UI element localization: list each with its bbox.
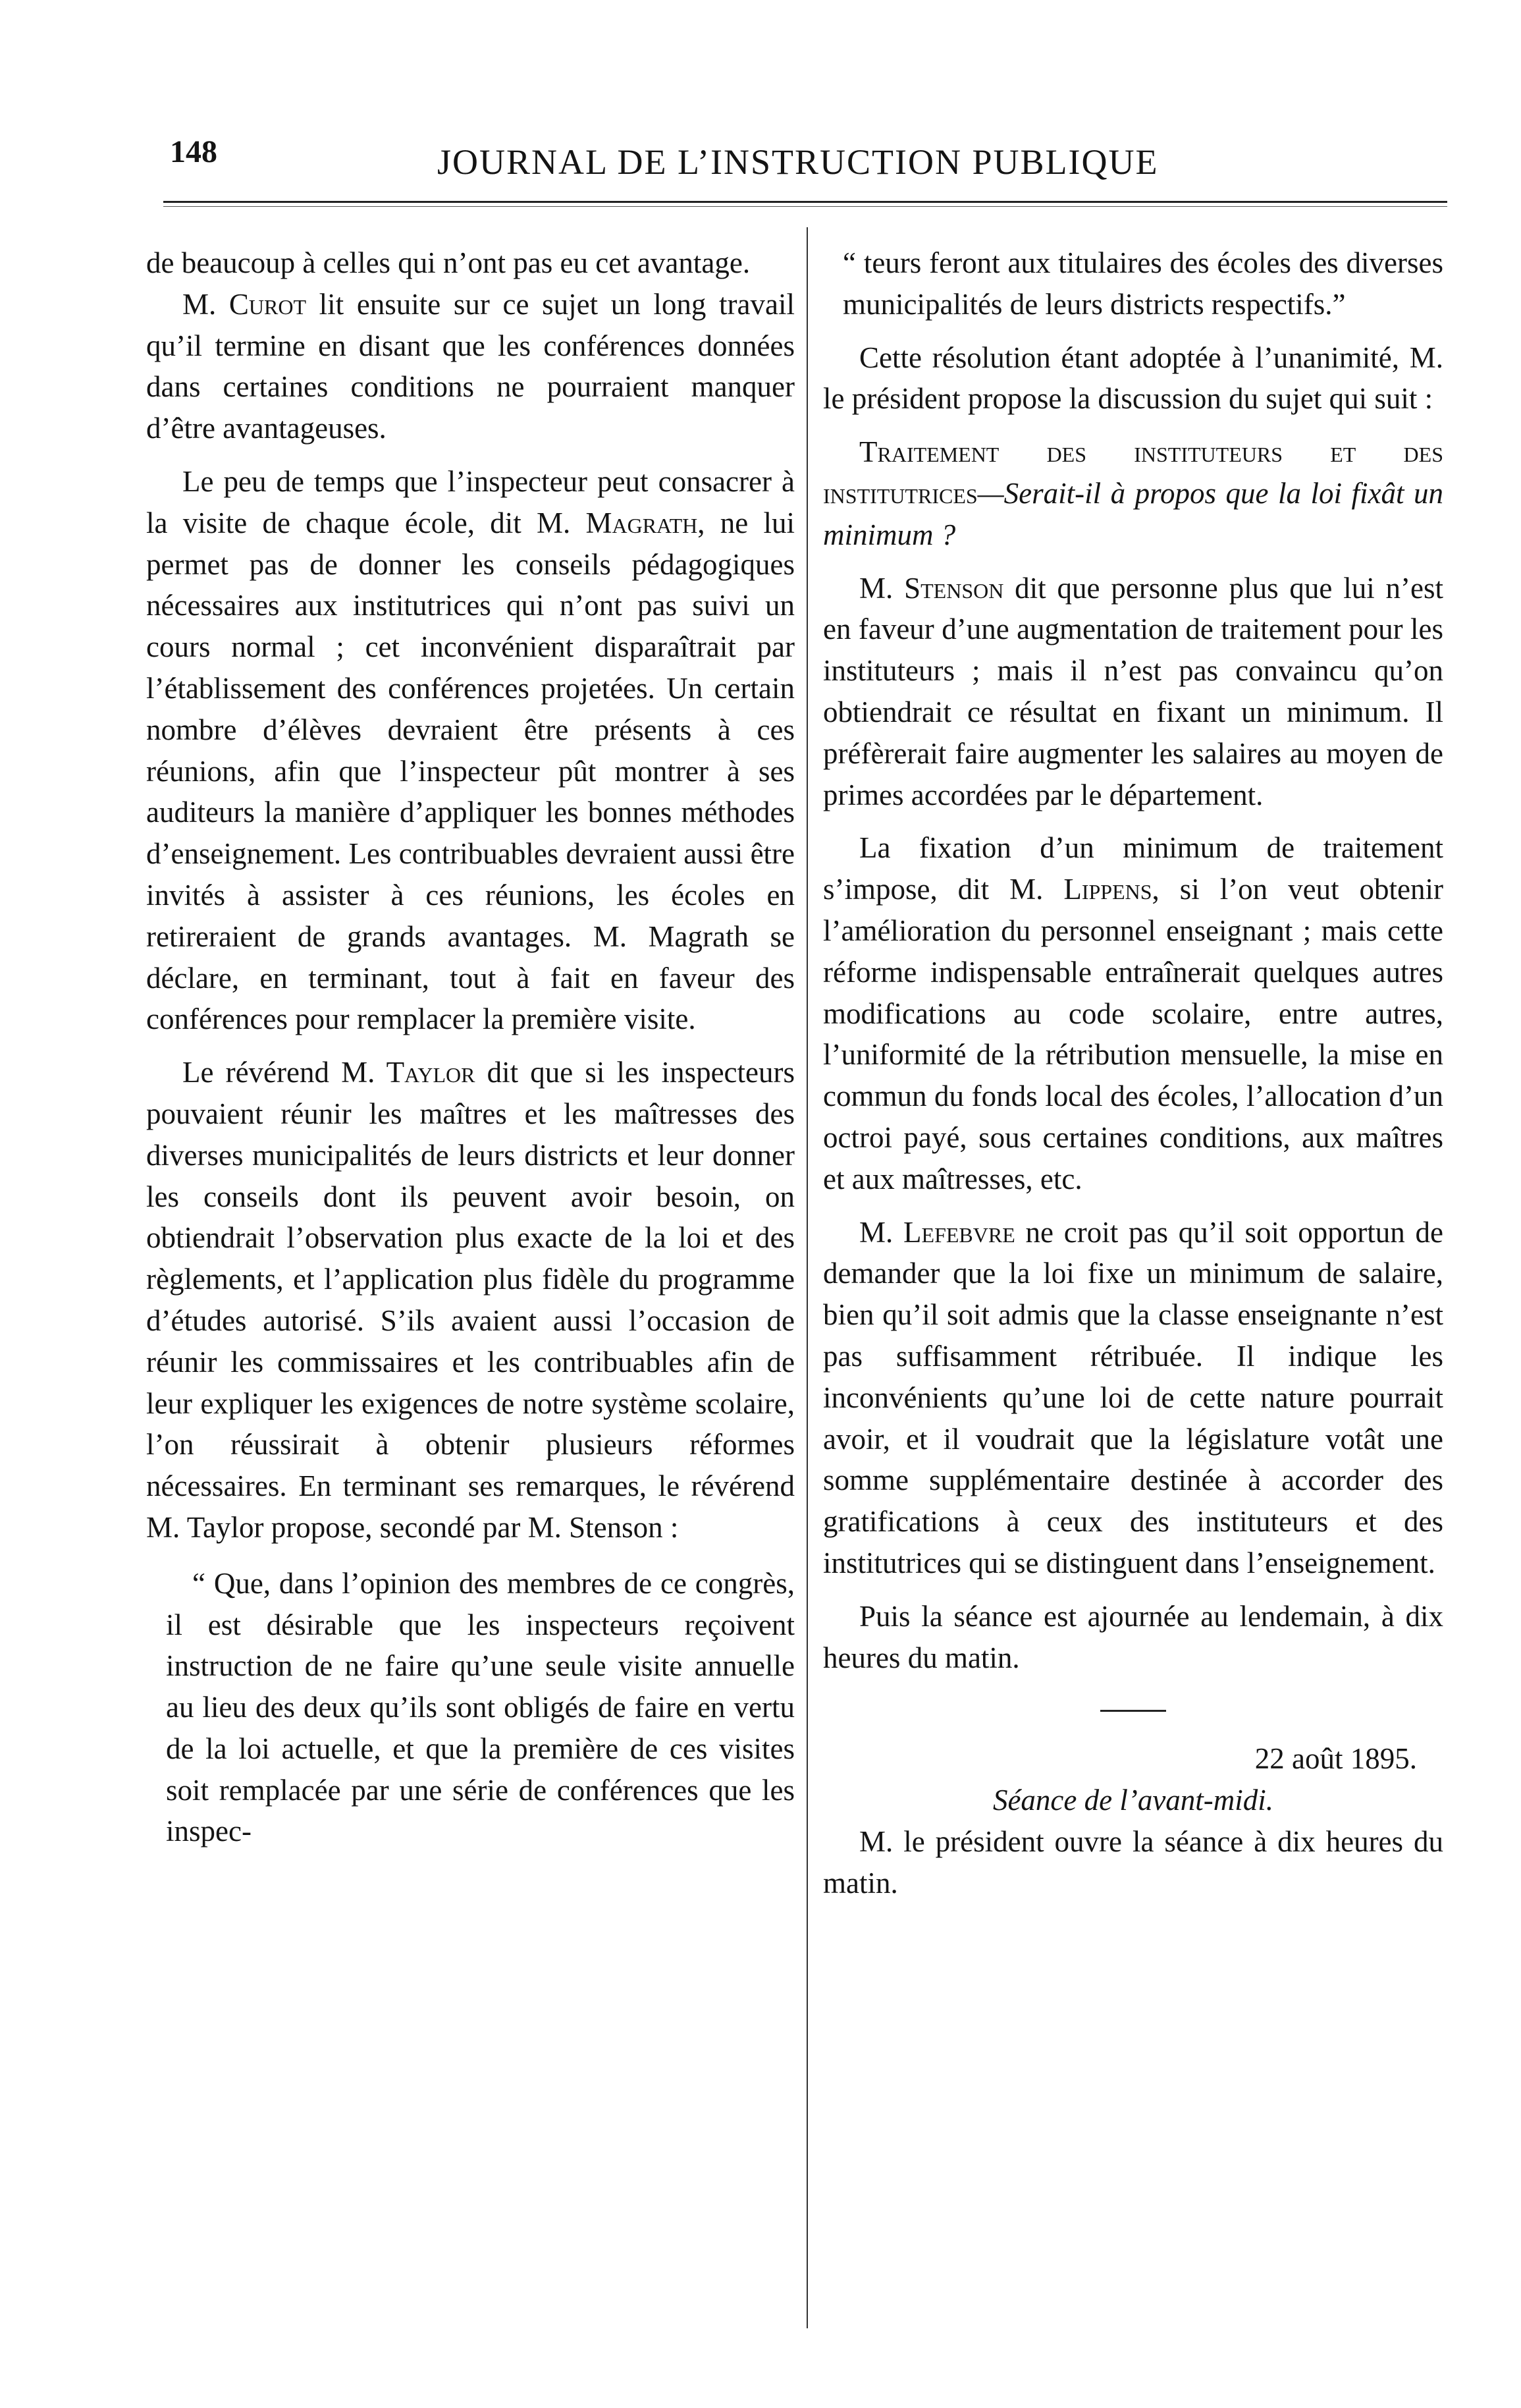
speaker-name: M. Lefebvre [859, 1215, 1015, 1249]
speaker-name: M. Curot [182, 287, 307, 321]
journal-title: JOURNAL DE L’INSTRUCTION PUBLIQUE [437, 142, 1159, 182]
header-rule-thin [163, 206, 1447, 207]
paragraph: M. Stenson dit que personne plus que lui n’est en faveur d’une augmentation de traitement pour les instituteurs ; mais il n’est pas convaincu qu’on obtiendrait ce résultat en fixant un minimum. Il préfèrerait faire augmenter les salaires au moyen de primes accordées par le département. [823, 571, 1444, 811]
paragraph: M. Curot lit ensuite sur ce sujet un long travail qu’il termine en disant que les conférences données dans certaines conditions ne pourraient manquer d’être avantageuses. [146, 287, 795, 445]
paragraph: de beaucoup à celles qui n’ont pas eu cet avantage. [146, 246, 751, 279]
column-divider [807, 227, 808, 2328]
resolution-quote-end [823, 242, 1443, 325]
paragraph: Puis la séance est ajournée au lendemain, à dix heures du matin. [823, 1599, 1443, 1674]
quote-text: “ Que, dans l’opinion des membres de ce congrès, il est désirable que les inspecteurs reçoivent instruction de ne faire qu’une seule visite annuelle au lieu des deux qu’ils sont obligés de faire en vertu de la loi actuelle, et que la première de ces visites soit remplacée par une série de conférences que les inspec- [166, 1566, 795, 1848]
topic-question: —Serait-il à propos que la loi fixât un minimum ? [823, 476, 1443, 551]
speaker-name: M. Magrath [536, 506, 698, 539]
speaker-name: M. Lippens [1009, 873, 1152, 906]
right-column [823, 242, 1443, 1903]
paragraph: Le révérend M. Taylor dit que si les inspecteurs pouvaient réunir les maîtres et les maîtresses des diverses municipalités de leurs districts et leur donner les conseils dont ils peuvent avoir besoin, on obtiendrait l’observation plus exacte de la loi et des règlements, et l’application plus fidèle du programme d’études autorisé. S’ils avaient aussi l’occasion de réunir les commissaires et les contribuables afin de leur expliquer les exigences de notre système scolaire, l’on réussirait à obtenir plusieurs réformes nécessaires. En terminant ses remarques, le révérend M. Taylor propose, secondé par M. Stenson : [146, 1056, 795, 1544]
topic-title: Traitement des instituteurs et des institutrices [823, 435, 1443, 510]
resolution-quote [146, 1563, 795, 1853]
paragraph: Cette résolution étant adoptée à l’unanimité, M. le président propose la discussion du sujet qui suit : [823, 341, 1443, 416]
paragraph: M. le président ouvre la séance à dix heures du matin. [823, 1824, 1443, 1900]
session-date: 22 août 1895. [1254, 1742, 1417, 1776]
paragraph: M. Lefebvre ne croit pas qu’il soit opportun de demander que la loi fixe un minimum de salaire, bien qu’il soit admis que la classe enseignante n’est pas suffisamment rétribuée. Il indique les inconvénients qu’une loi de cette nature pourrait avoir, et il voudrait que la législature votât une somme supplémentaire destinée à accorder des gratifications à ceux des instituteurs et des institutrices qui se distinguent dans l’enseignement. [823, 1215, 1443, 1579]
discussion-topic [823, 431, 1443, 555]
left-column [146, 242, 795, 1852]
header-rule [163, 201, 1447, 203]
page-number: 148 [170, 134, 217, 169]
speaker-name: M. Taylor [341, 1056, 475, 1089]
paragraph: Le peu de temps que l’inspecteur peut consacrer à la visite de chaque école, dit M. Magrath, ne lui permet pas de donner les conseils pédagogiques nécessaires aux institutrices qui n’ont pas suivi un cours normal ; cet inconvénient disparaîtrait par l’établissement des conférences projetées. Un certain nombre d’élèves devraient être présents à ces réunions, afin que l’inspecteur pût montrer à ses auditeurs la manière d’appliquer les bonnes méthodes d’enseignement. Les contribuables devraient aussi être invités à assister à ces réunions, les écoles en retireraient de grands avantages. M. Magrath se déclare, en terminant, tout à fait en faveur des conférences pour remplacer la première visite. [146, 464, 795, 1036]
quote-text: “ teurs feront aux titulaires des écoles des diverses municipalités de leurs districts respectifs.” [843, 246, 1443, 321]
speaker-name: M. Stenson [859, 571, 1004, 605]
paragraph: La fixation d’un minimum de traitement s’impose, dit M. Lippens, si l’on veut obtenir l’amélioration du personnel enseignant ; mais cette réforme indispensable entraînerait quelques autres modifications au code scolaire, entre autres, l’uniformité de la rétribution mensuelle, la mise en commun du fonds local des écoles, l’allocation d’un octroi payé, sous certaines conditions, aux maîtres et aux maîtresses, etc. [823, 831, 1444, 1195]
page-header [163, 128, 1217, 181]
section-rule [1100, 1710, 1166, 1712]
session-title: Séance de l’avant-midi. [992, 1784, 1274, 1817]
